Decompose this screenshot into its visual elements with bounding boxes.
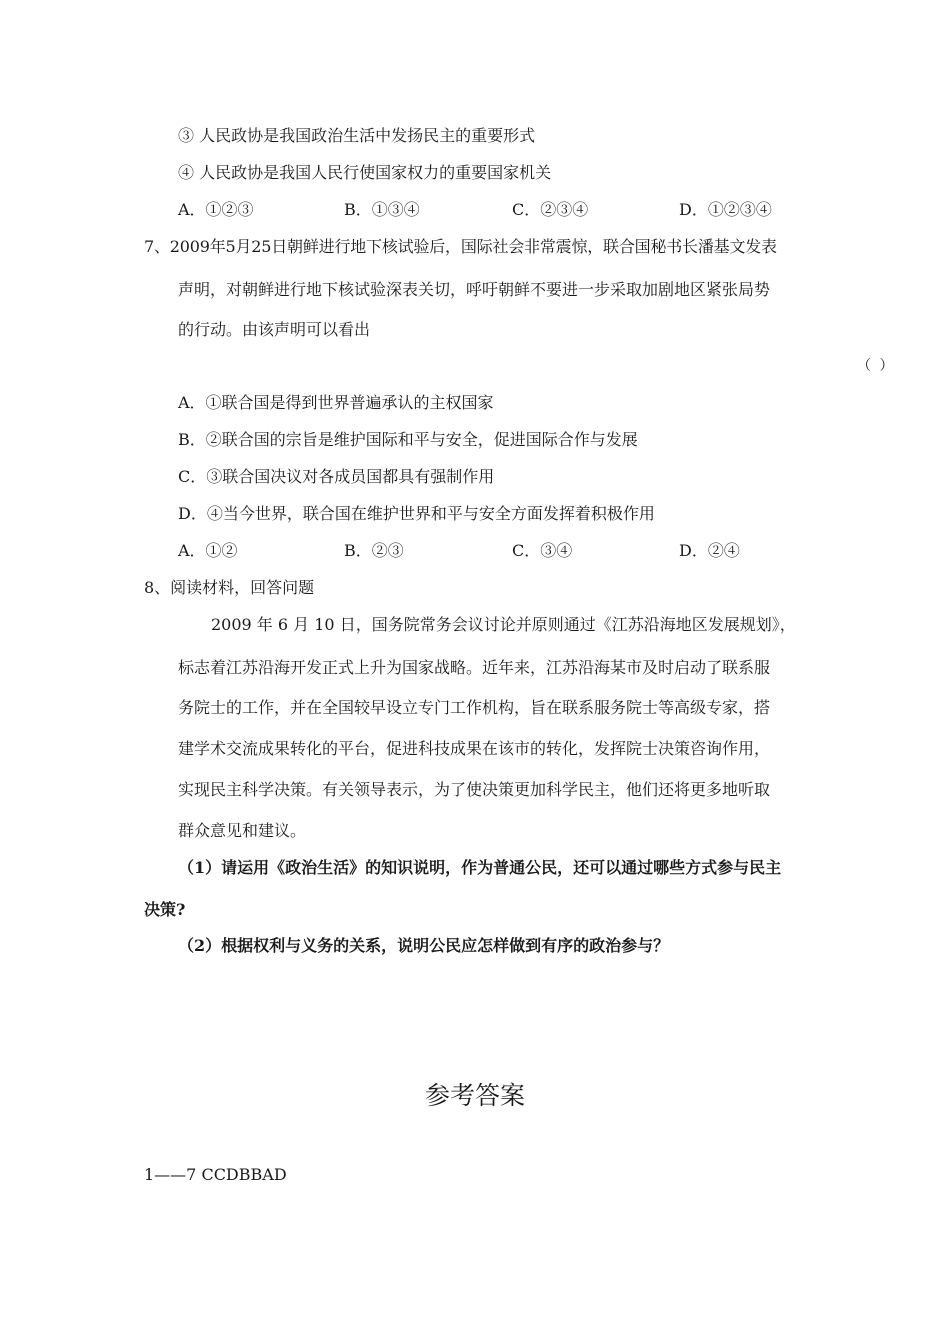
q7-stem-line-1: 7、2009年5月25日朝鲜进行地下核试验后，国际社会非常震惊，联合国秘书长潘基文发表 bbox=[144, 237, 777, 256]
q8-para-line-2: 标志着江苏沿海开发正式上升为国家战略。近年来，江苏沿海某市及时启动了联系服 bbox=[178, 658, 771, 677]
q7-item-d: D．④当今世界，联合国在维护世界和平与安全方面发挥着积极作用 bbox=[178, 504, 655, 523]
q6-item-4: ④ 人民政协是我国人民行使国家权力的重要国家机关 bbox=[178, 163, 552, 182]
q7-option-d: D．②④ bbox=[679, 541, 740, 560]
q7-option-b: B．②③ bbox=[344, 541, 404, 560]
q6-item-3: ③ 人民政协是我国政治生活中发扬民主的重要形式 bbox=[178, 126, 536, 145]
q7-option-c: C．③④ bbox=[512, 541, 573, 560]
q6-option-a: A．①②③ bbox=[178, 200, 254, 219]
answers-line: 1——7 CCDBBAD bbox=[144, 1165, 287, 1184]
q7-option-a: A．①② bbox=[178, 541, 238, 560]
q8-sub-question-2: （2）根据权利与义务的关系，说明公民应怎样做到有序的政治参与？ bbox=[178, 936, 670, 955]
q8-sub-question-1-cont: 决策? bbox=[144, 900, 186, 919]
q8-para-line-5: 实现民主科学决策。有关领导表示，为了使决策更加科学民主，他们还将更多地听取 bbox=[178, 780, 771, 799]
q8-para-line-1: 2009 年 6 月 10 日，国务院常务会议讨论并原则通过《江苏沿海地区发展规划》， bbox=[211, 615, 796, 634]
q8-para-line-3: 务院士的工作，并在全国较早设立专门工作机构，旨在联系服务院士等高级专家，搭 bbox=[178, 698, 771, 717]
q6-option-c: C．②③④ bbox=[512, 200, 589, 219]
q7-item-c: C．③联合国决议对各成员国都具有强制作用 bbox=[178, 467, 495, 486]
q7-item-b: B．②联合国的宗旨是维护国际和平与安全，促进国际合作与发展 bbox=[178, 430, 638, 449]
answer-bracket: （ ） bbox=[857, 358, 896, 374]
q8-para-line-4: 建学术交流成果转化的平台，促进科技成果在该市的转化，发挥院士决策咨询作用， bbox=[178, 739, 771, 758]
q8-sub-question-1: （1）请运用《政治生活》的知识说明，作为普通公民，还可以通过哪些方式参与民主 bbox=[178, 858, 782, 877]
q7-stem-line-3: 的行动。由该声明可以看出 bbox=[178, 320, 371, 339]
q7-stem-line-2: 声明，对朝鲜进行地下核试验深表关切，呼吁朝鲜不要进一步采取加剧地区紧张局势 bbox=[178, 280, 771, 299]
q8-para-line-6: 群众意见和建议。 bbox=[178, 821, 307, 840]
q8-heading: 8、阅读材料，回答问题 bbox=[144, 578, 315, 597]
answers-title: 参考答案 bbox=[424, 1081, 525, 1110]
q6-option-b: B．①③④ bbox=[344, 200, 420, 219]
q6-option-d: D．①②③④ bbox=[679, 200, 772, 219]
q7-item-a: A．①联合国是得到世界普遍承认的主权国家 bbox=[178, 393, 494, 412]
